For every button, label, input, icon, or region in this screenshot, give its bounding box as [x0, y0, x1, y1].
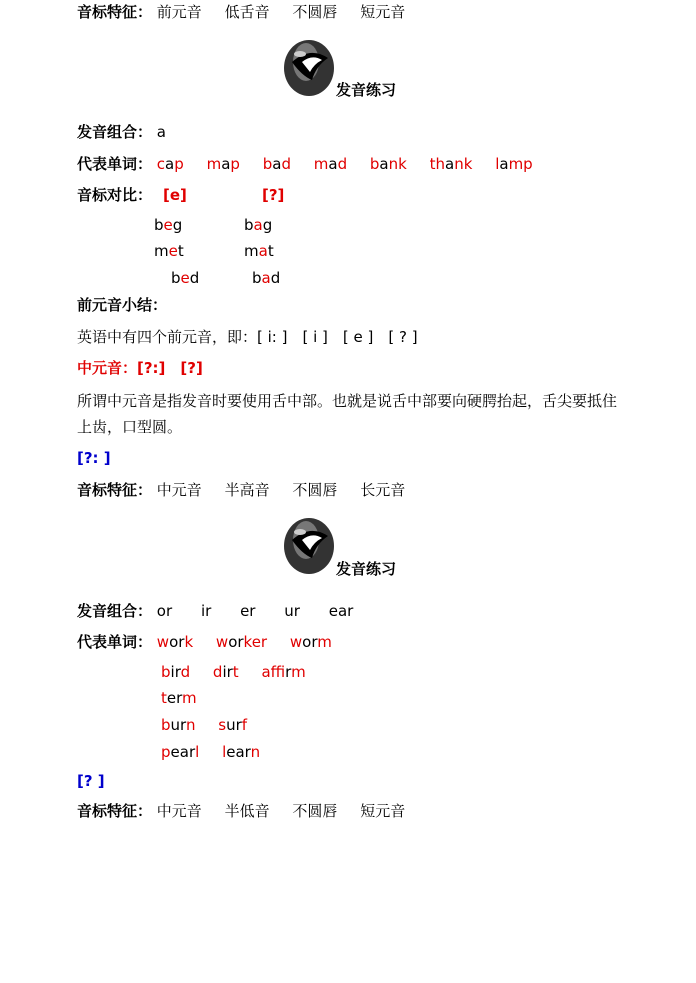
contrast-row	[77, 185, 152, 205]
word: worker	[215, 633, 268, 651]
contrast-label: 音标对比：	[77, 186, 153, 204]
words-list	[157, 633, 350, 651]
feature-item: 低舌音	[224, 3, 270, 21]
word: bank	[369, 155, 407, 173]
central-heading: 中元音：[?:] [?]	[77, 359, 203, 377]
features-label: 音标特征：	[77, 481, 153, 499]
features-row-3	[77, 801, 423, 821]
word: pearl	[161, 743, 200, 761]
word: learn	[222, 743, 261, 761]
feature-item: 不圆唇	[292, 481, 338, 499]
feature-item: 短元音	[360, 802, 406, 820]
words-label: 代表单词：	[77, 155, 153, 173]
feature-item: 半低音	[224, 802, 270, 820]
combo-value: a	[156, 123, 166, 141]
summary-text: 英语中有四个前元音，即：[ i: ] [ i ] [ e ] [ ? ]	[77, 328, 418, 346]
word: work	[156, 633, 194, 651]
word: map	[206, 155, 240, 173]
feature-item: 短元音	[360, 3, 406, 21]
pair-right: mat	[244, 242, 274, 260]
pair-left: beg	[154, 216, 183, 234]
feature-item: 中元音	[156, 481, 202, 499]
word: term	[161, 689, 197, 707]
combo-item: ir	[200, 602, 212, 620]
combo-list	[157, 602, 378, 620]
word: bird	[161, 663, 191, 681]
pair-left: met	[154, 242, 184, 260]
practice-title: 发音练习	[336, 81, 397, 99]
word: lamp	[495, 155, 533, 173]
combo-item: ur	[284, 602, 300, 620]
feature-item: 不圆唇	[292, 3, 338, 21]
practice-title: 发音练习	[336, 560, 397, 578]
words-row	[161, 662, 324, 682]
pair-left: bed	[171, 269, 200, 287]
combo-row-1	[77, 122, 166, 142]
features-label: 音标特征：	[77, 3, 153, 21]
word: bad	[262, 155, 291, 173]
summary-title: 前元音小结：	[77, 296, 168, 314]
features-list	[157, 481, 423, 499]
word: affirm	[261, 663, 306, 681]
words-list	[157, 155, 551, 173]
phonetic-symbol-heading: [? ]	[77, 772, 105, 790]
word: dirt	[212, 663, 239, 681]
features-row-1	[77, 2, 423, 22]
combo-label: 发音组合：	[77, 602, 153, 620]
words-row	[161, 742, 278, 762]
words-row	[161, 688, 215, 708]
feature-item: 前元音	[156, 3, 202, 21]
words-row-1	[77, 154, 551, 174]
word: surf	[218, 716, 248, 734]
feature-item: 长元音	[360, 481, 406, 499]
words-row	[161, 715, 265, 735]
feature-item: 不圆唇	[292, 802, 338, 820]
phonetic-symbol-heading: [?: ]	[77, 449, 111, 467]
contrast-symbol-ae: [?]	[262, 186, 285, 204]
word: cap	[156, 155, 184, 173]
central-description: 所谓中元音是指发音时要使用舌中部。也就是说舌中部要向硬腭抬起，舌尖要抵住上齿，口型圆。	[77, 392, 618, 436]
feature-item: 中元音	[156, 802, 202, 820]
combo-item: ear	[328, 602, 354, 620]
pair-right: bag	[244, 216, 273, 234]
word: burn	[161, 716, 196, 734]
combo-row-2	[77, 601, 377, 621]
features-list	[157, 802, 423, 820]
words-row-2	[77, 632, 350, 652]
features-label: 音标特征：	[77, 802, 153, 820]
word: worm	[289, 633, 332, 651]
word: mad	[313, 155, 348, 173]
lips-icon	[282, 510, 338, 576]
feature-item: 半高音	[224, 481, 270, 499]
combo-item: or	[156, 602, 173, 620]
contrast-symbol-e: [e]	[163, 186, 187, 204]
pair-right: bad	[252, 269, 281, 287]
word: thank	[429, 155, 473, 173]
features-list	[157, 3, 423, 21]
combo-item: er	[240, 602, 256, 620]
combo-label: 发音组合：	[77, 123, 153, 141]
lips-icon	[282, 32, 338, 98]
features-row-2	[77, 480, 423, 500]
words-label: 代表单词：	[77, 633, 153, 651]
